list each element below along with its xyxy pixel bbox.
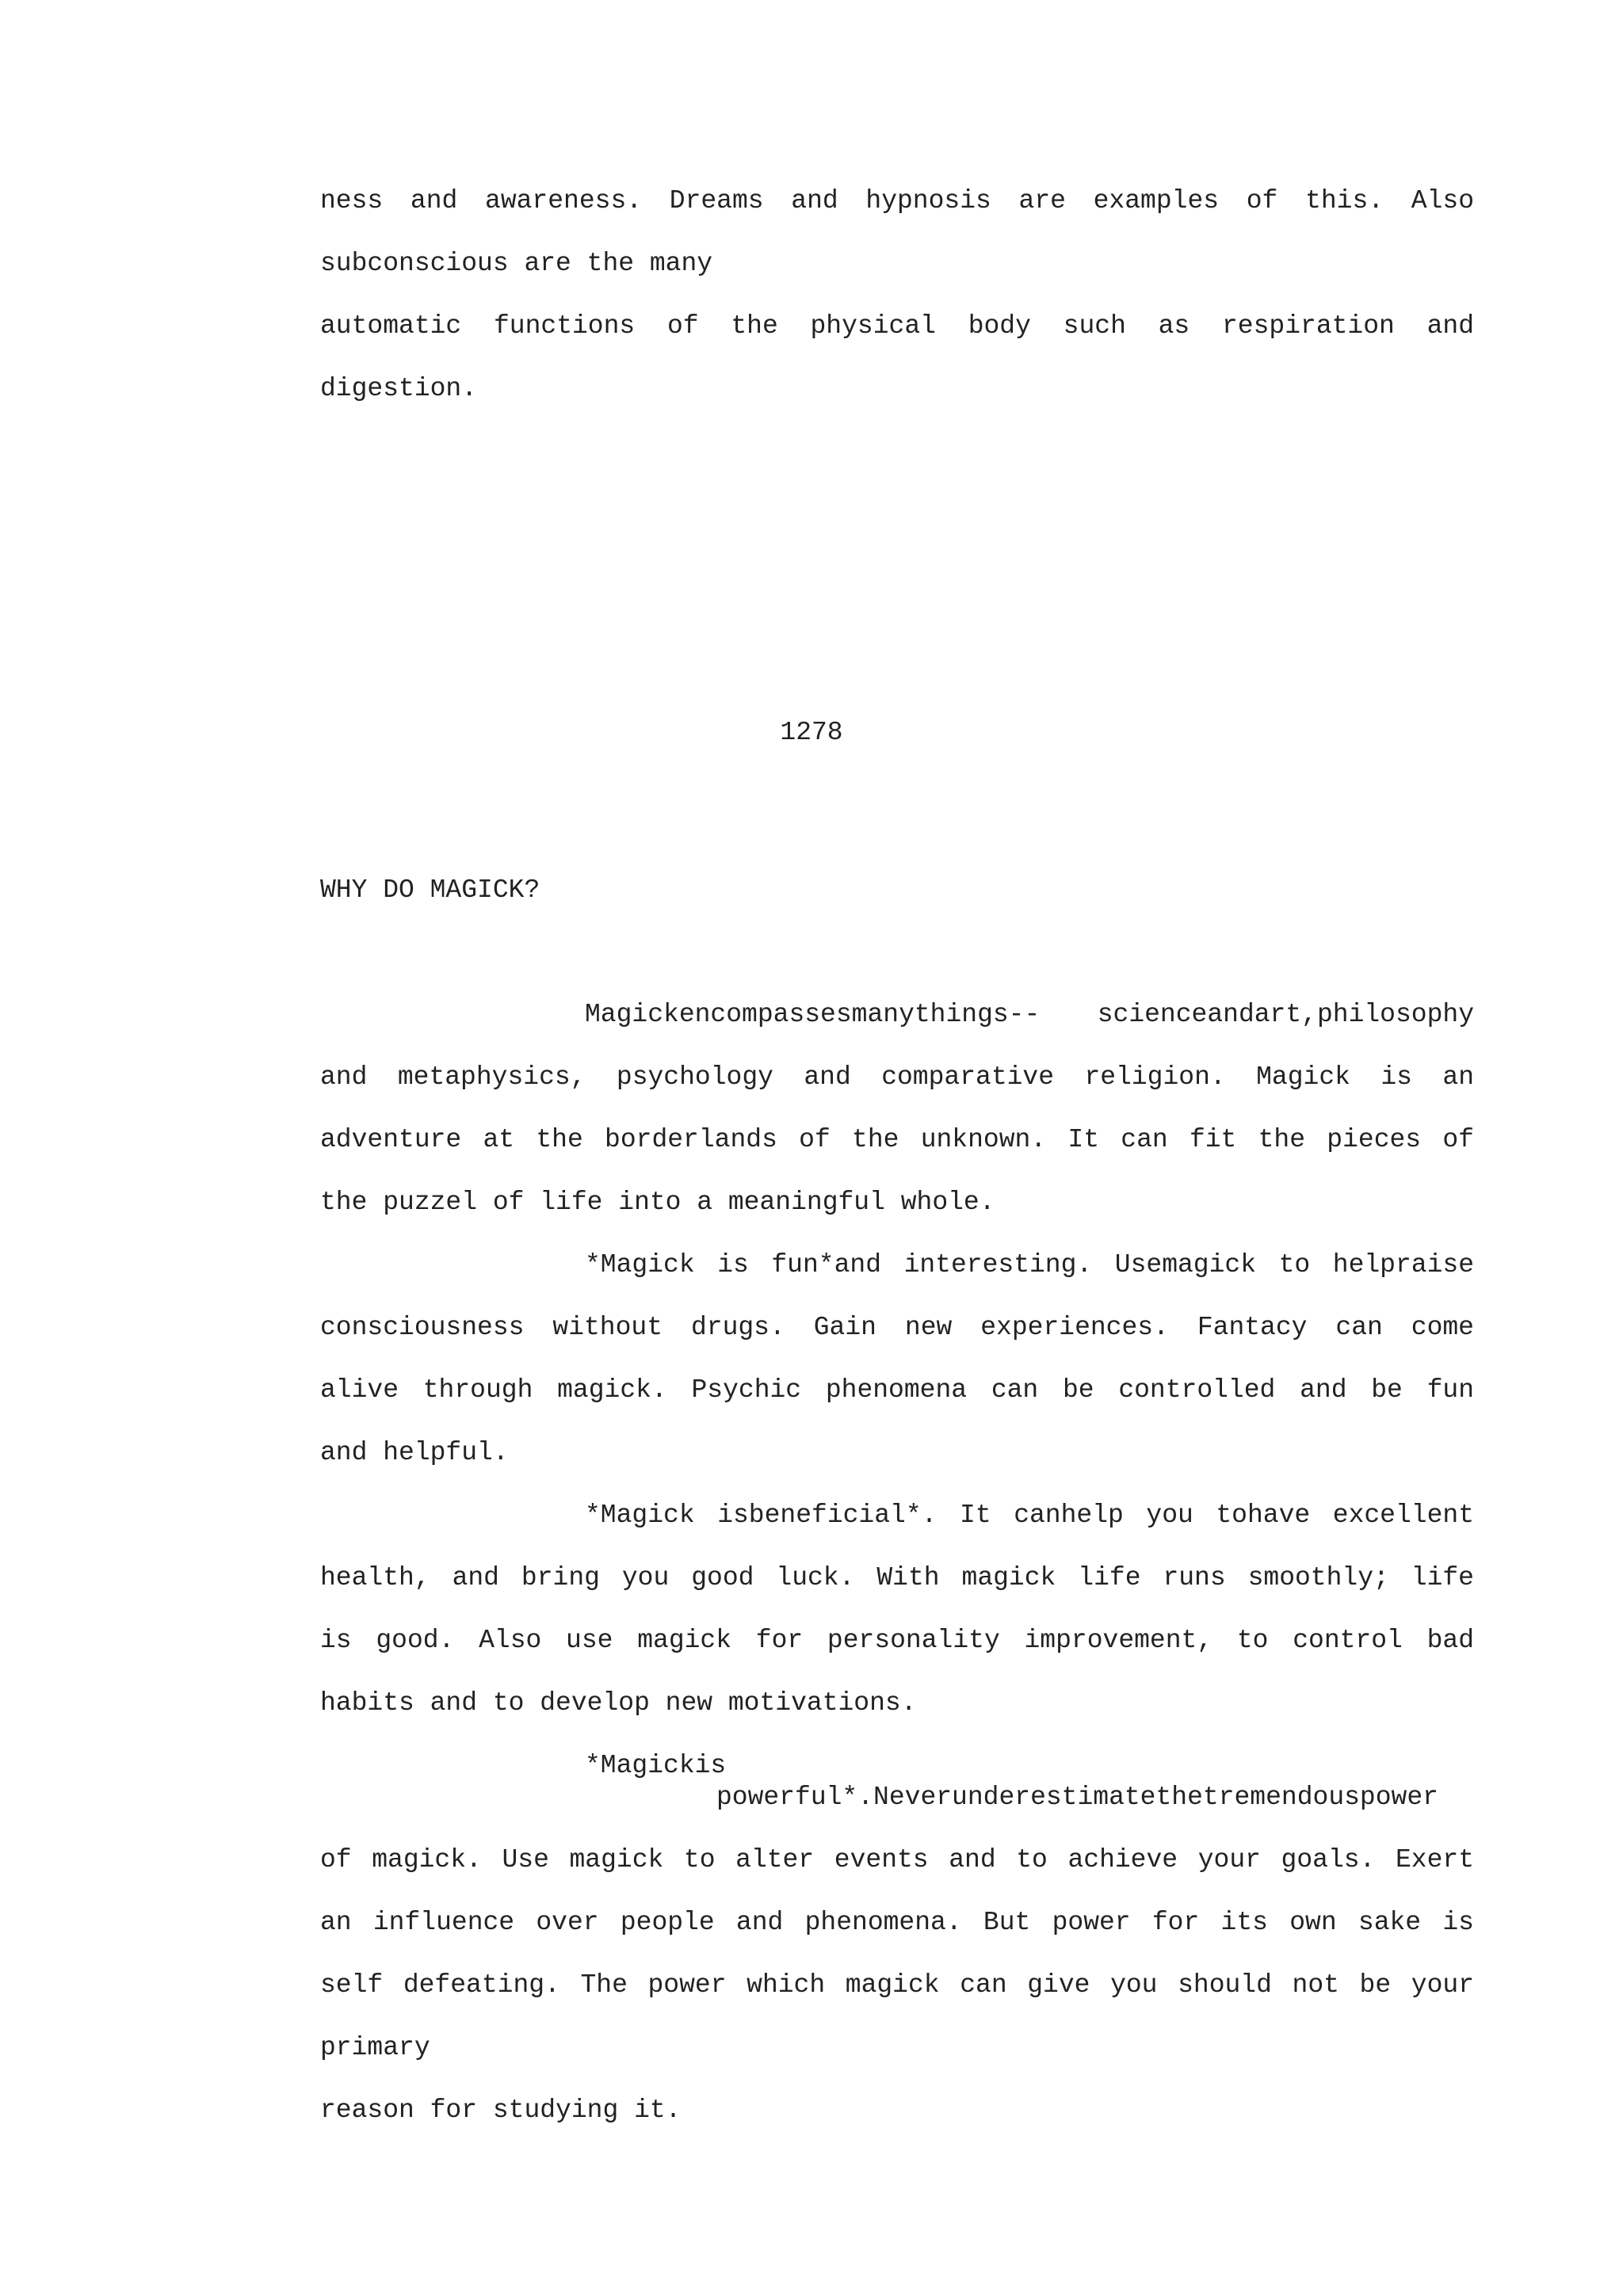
text-line: health, and bring you good luck. With magick life runs smoothly; life xyxy=(320,1563,1474,1592)
section-heading: WHY DO MAGICK? xyxy=(320,875,540,905)
text-line: an influence over people and phenomena. But power for its own sake is xyxy=(320,1908,1474,1937)
text-line: *Magick is fun*and interesting. Usemagick to helpraise xyxy=(585,1250,1474,1280)
text-line: of magick. Use magick to alter events and to achieve your goals. Exert xyxy=(320,1845,1474,1875)
text-line: consciousness without drugs. Gain new experiences. Fantacy can come xyxy=(320,1313,1474,1342)
text-line: habits and to develop new motivations. xyxy=(320,1688,917,1718)
text-line: powerful*.Neverunderestimatethetremendouspower xyxy=(716,1783,1438,1812)
text-line: primary xyxy=(320,2033,430,2062)
text-line: subconscious are the many xyxy=(320,249,713,278)
text-line: self defeating. The power which magick can give you should not be your xyxy=(320,1970,1474,2000)
page-number: 1278 xyxy=(780,718,843,747)
text-line: *Magickis xyxy=(585,1751,727,1780)
text-line: digestion. xyxy=(320,374,478,403)
text-line: and metaphysics, psychology and comparative religion. Magick is an xyxy=(320,1062,1474,1092)
text-line: and helpful. xyxy=(320,1438,509,1467)
text-line: Magickencompassesmanythings-- scienceandart,philosophy xyxy=(585,1000,1474,1029)
text-line: automatic functions of the physical body such as respiration and xyxy=(320,311,1474,341)
text-line: adventure at the borderlands of the unknown. It can fit the pieces of xyxy=(320,1125,1474,1154)
text-line: is good. Also use magick for personality improvement, to control bad xyxy=(320,1626,1474,1655)
text-line: *Magick isbeneficial*. It canhelp you tohave excellent xyxy=(585,1501,1474,1530)
text-line: reason for studying it. xyxy=(320,2096,682,2125)
text-line: the puzzel of life into a meaningful whole. xyxy=(320,1188,995,1217)
text-line: ness and awareness. Dreams and hypnosis are examples of this. Also xyxy=(320,186,1474,215)
text-line: alive through magick. Psychic phenomena can be controlled and be fun xyxy=(320,1375,1474,1405)
